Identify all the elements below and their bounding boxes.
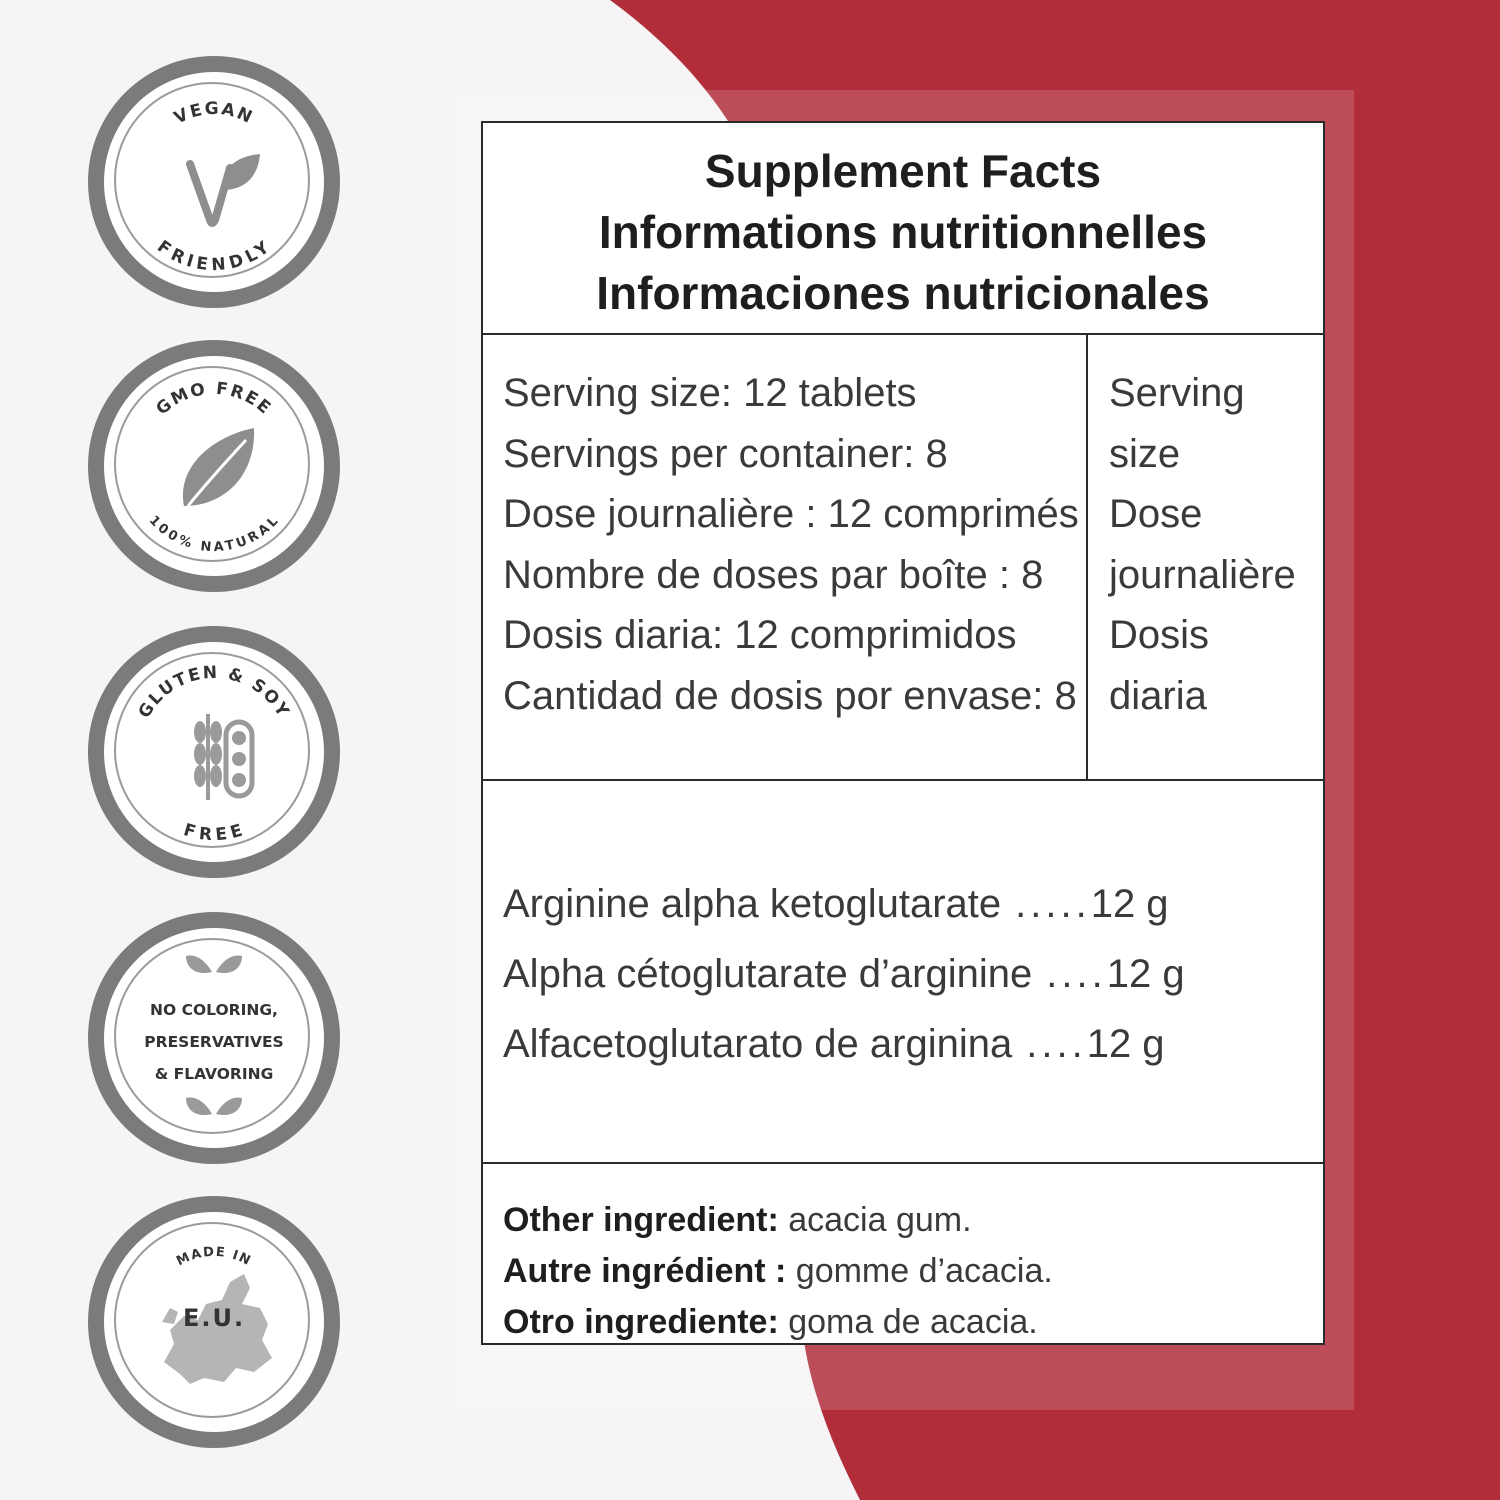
other-ingredient-label: Autre ingrédient : bbox=[503, 1252, 787, 1290]
ingredient-amount: 12 g bbox=[1090, 882, 1169, 926]
ingredient-amount: 12 g bbox=[1086, 1022, 1165, 1066]
badge-bottom-text: FRIENDLY bbox=[153, 236, 275, 276]
badge-bottom-text: 100% NATURAL bbox=[145, 513, 283, 556]
divider bbox=[483, 1162, 1323, 1164]
other-ingredient-line bbox=[503, 1246, 1303, 1297]
svg-text:MADE IN bbox=[174, 1245, 254, 1270]
other-ingredient-value: gomme d’acacia. bbox=[786, 1252, 1053, 1290]
made-in-eu-badge bbox=[88, 1196, 340, 1448]
ingredient-list bbox=[503, 869, 1283, 1079]
column-divider bbox=[1086, 334, 1088, 781]
badge-line: NO COLORING, bbox=[150, 1001, 278, 1019]
svg-text:100% NATURAL bbox=[146, 513, 282, 555]
svg-text:FREE bbox=[181, 820, 246, 845]
title-french: Informations nutritionnelles bbox=[598, 206, 1208, 258]
svg-text:GMO FREE bbox=[152, 379, 275, 420]
column-line: Serving bbox=[1109, 371, 1245, 415]
divider bbox=[483, 333, 1323, 335]
ingredient-name: Alpha cétoglutarate d’arginine bbox=[503, 952, 1033, 996]
vegan-friendly-badge bbox=[88, 56, 340, 308]
serving-line: Nombre de doses par boîte : 8 bbox=[503, 552, 1044, 597]
column-line: Dosis bbox=[1109, 613, 1210, 657]
ingredient-name: Alfacetoglutarato de arginina bbox=[503, 1022, 1013, 1066]
serving-line: Cantidad de dosis por envase: 8 bbox=[503, 673, 1077, 718]
wheat-soy-icon bbox=[194, 714, 252, 800]
serving-line: Serving size: 12 tablets bbox=[503, 371, 917, 415]
title-spanish: Informaciones nutricionales bbox=[596, 267, 1210, 319]
column-line: diaria bbox=[1109, 673, 1207, 718]
leaf-icon bbox=[183, 428, 254, 506]
badge-line: PRESERVATIVES bbox=[144, 1033, 284, 1051]
serving-column-header bbox=[1109, 363, 1309, 726]
vegan-v-leaf-icon bbox=[190, 154, 260, 223]
other-ingredient-label: Other ingredient: bbox=[503, 1201, 779, 1239]
other-ingredient-label: Otro ingrediente: bbox=[503, 1303, 779, 1341]
column-line: size bbox=[1109, 431, 1181, 476]
badge-top-text: MADE IN bbox=[174, 1244, 254, 1270]
serving-line: Servings per container: 8 bbox=[503, 431, 948, 476]
other-ingredients bbox=[503, 1195, 1303, 1348]
column-line: journalière bbox=[1109, 552, 1296, 597]
label-header bbox=[483, 141, 1323, 324]
other-ingredient-value: acacia gum. bbox=[778, 1201, 972, 1239]
badge-top-text: GLUTEN & SOY bbox=[134, 662, 294, 722]
badge-top-text: GMO FREE bbox=[152, 378, 276, 420]
other-ingredient-value: goma de acacia. bbox=[778, 1303, 1038, 1341]
ingredient-row bbox=[503, 1009, 1283, 1079]
badge-bottom-text: FREE bbox=[181, 820, 247, 846]
badge-top-text: VEGAN bbox=[171, 98, 257, 129]
ingredient-name: Arginine alpha ketoglutarate bbox=[503, 882, 1002, 926]
svg-text:GLUTEN & SOY bbox=[135, 663, 294, 722]
divider bbox=[483, 779, 1323, 781]
serving-line: Dose journalière : 12 comprimés bbox=[503, 492, 1079, 536]
leader-dots: ..... bbox=[1015, 882, 1091, 926]
gluten-soy-free-badge bbox=[88, 626, 340, 878]
ingredient-row bbox=[503, 939, 1283, 1009]
badge-line: & FLAVORING bbox=[154, 1065, 274, 1083]
serving-info bbox=[503, 363, 1083, 726]
other-ingredient-line bbox=[503, 1195, 1303, 1246]
gmo-free-badge bbox=[88, 340, 340, 592]
ingredient-row bbox=[503, 869, 1283, 939]
leader-dots: .... bbox=[1026, 1022, 1087, 1066]
column-line: Dose bbox=[1109, 492, 1203, 536]
ingredient-amount: 12 g bbox=[1106, 952, 1185, 996]
leader-dots: .... bbox=[1046, 952, 1107, 996]
no-additives-badge bbox=[88, 912, 340, 1164]
svg-text:FRIENDLY bbox=[153, 237, 274, 276]
title-english: Supplement Facts bbox=[704, 145, 1102, 197]
serving-line: Dosis diaria: 12 comprimidos bbox=[503, 613, 1017, 657]
other-ingredient-line bbox=[503, 1297, 1303, 1348]
svg-text:VEGAN bbox=[171, 99, 257, 129]
badge-center-text: E.U. bbox=[182, 1304, 246, 1332]
supplement-facts-label bbox=[481, 121, 1325, 1345]
